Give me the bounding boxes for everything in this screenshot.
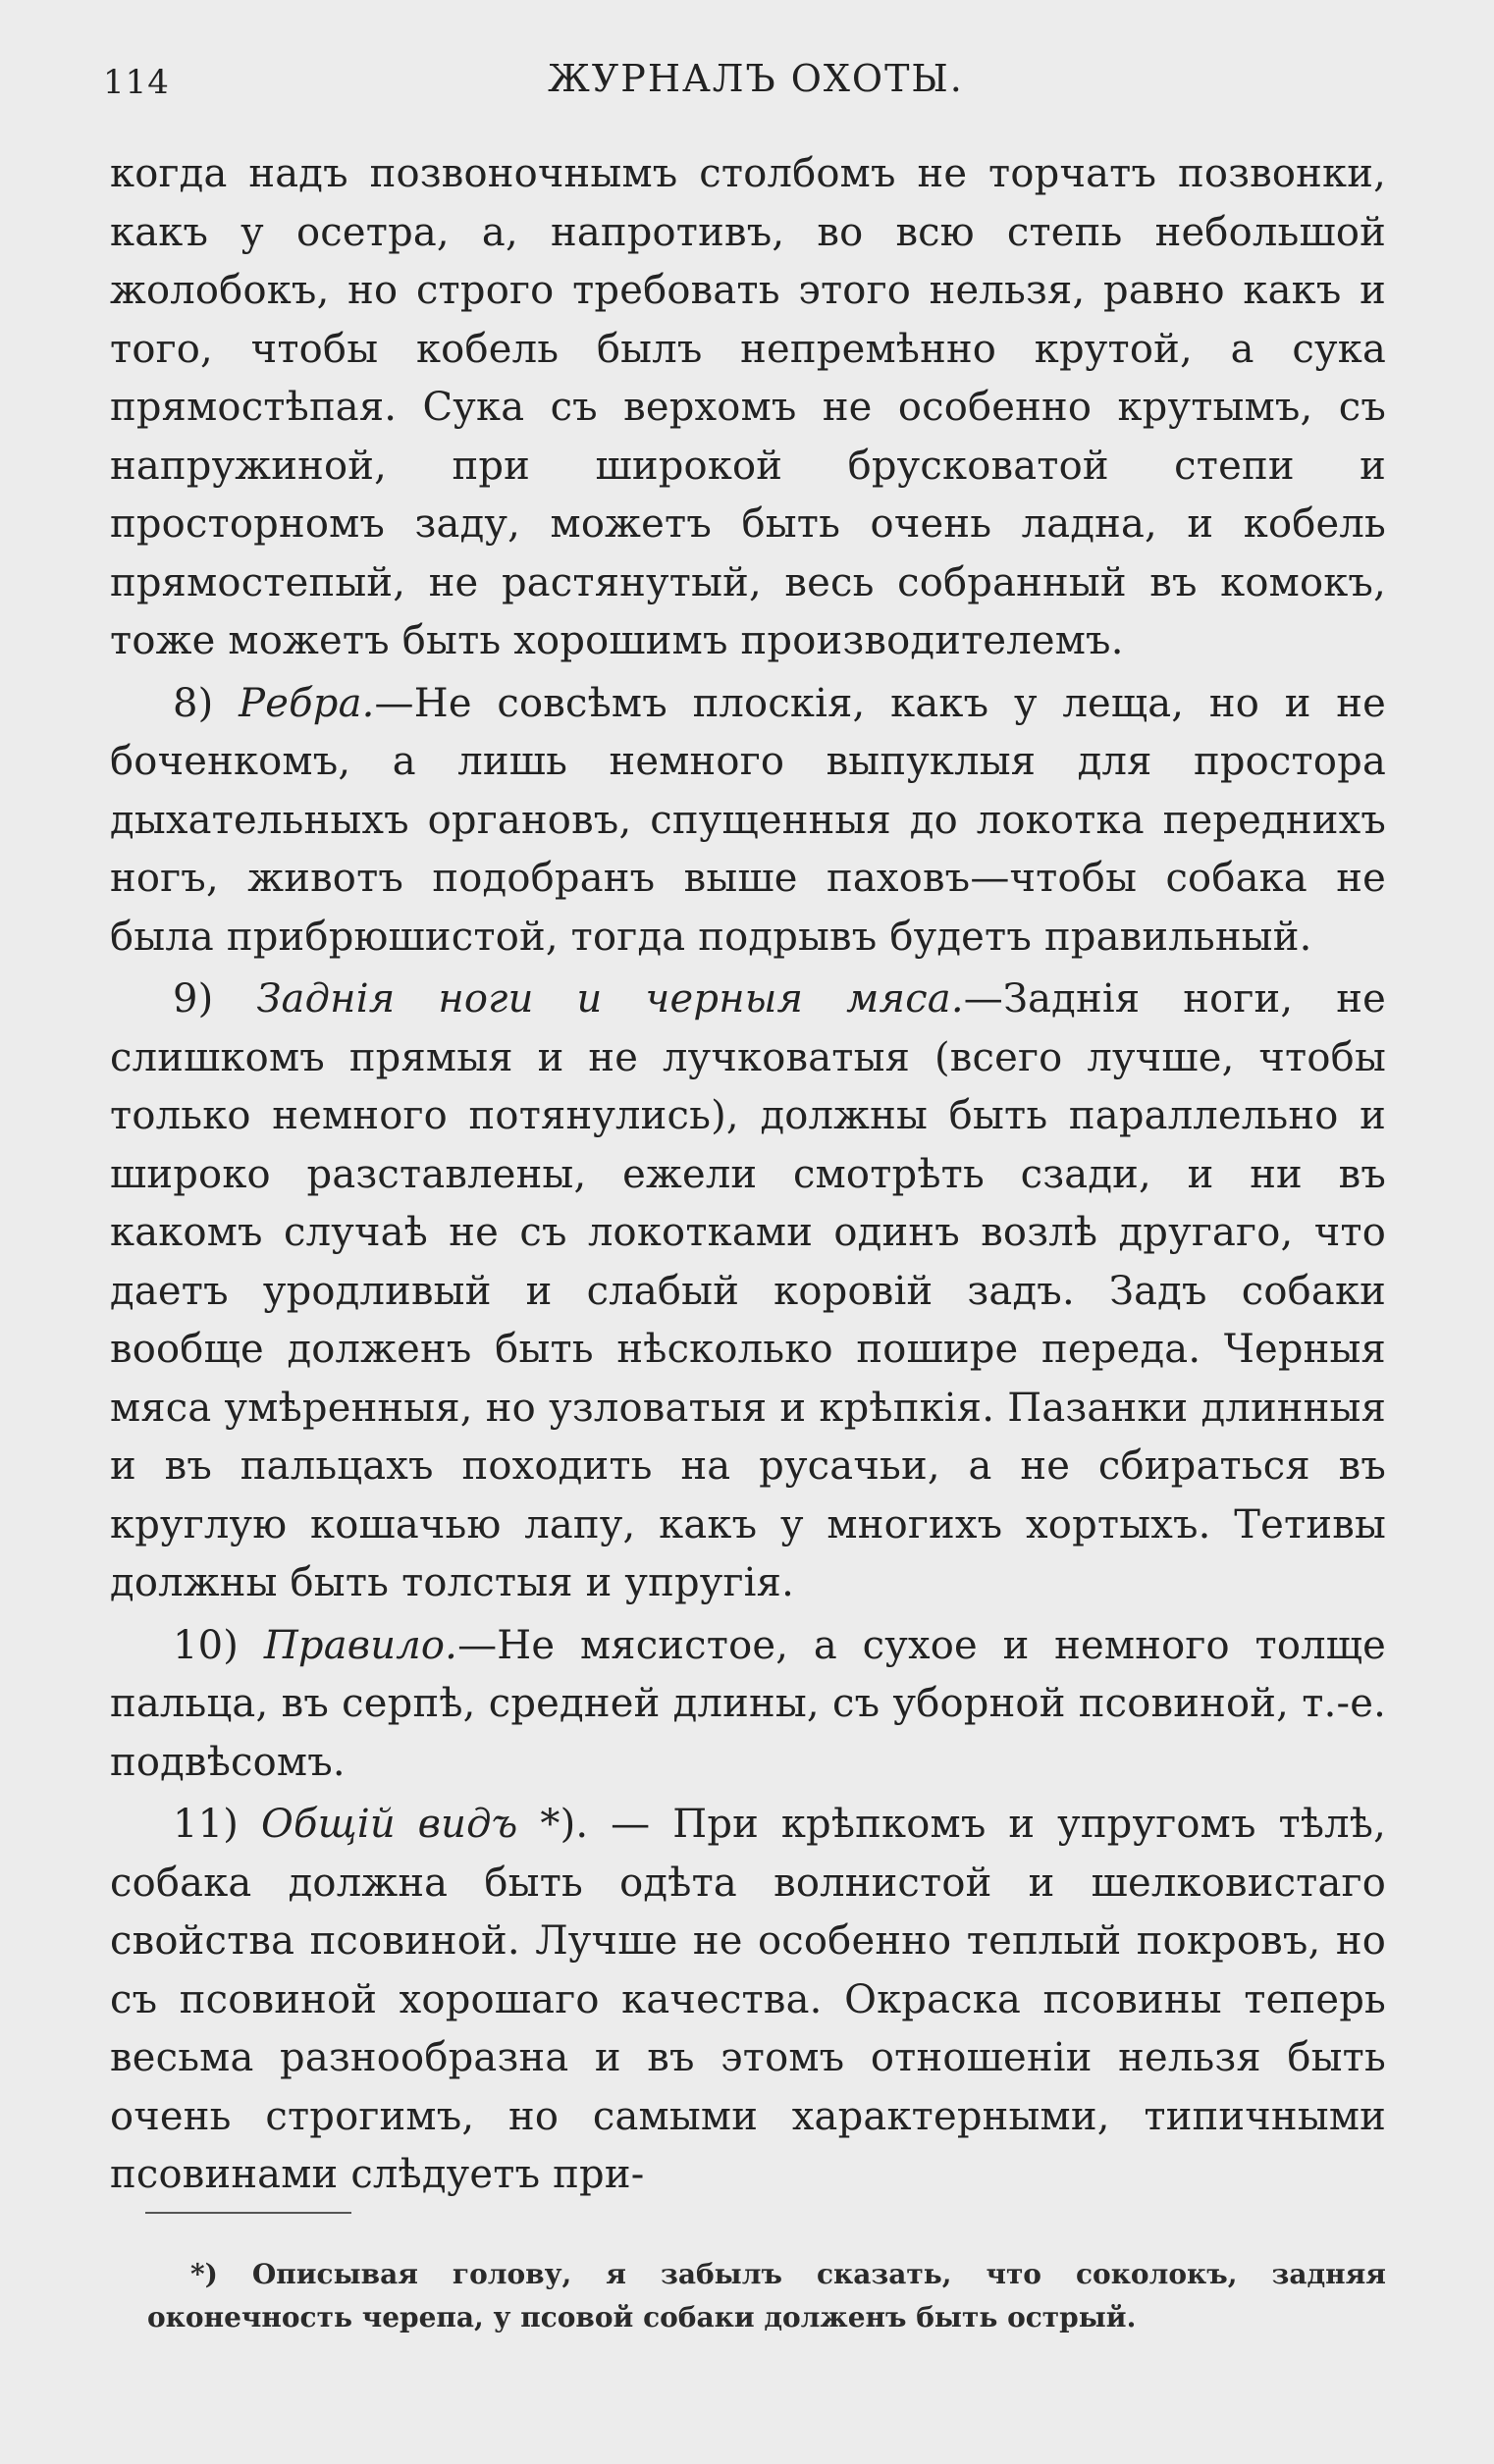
paragraph-general-view	[110, 1796, 1386, 2205]
footnote: *) Описывая голову, я забылъ сказать, что соколокъ, задняя оконечность черепа, у псовой собаки долженъ быть острый.	[147, 2258, 1386, 2333]
paragraph-intro: когда надъ позвоночнымъ столбомъ не торчатъ позвонки, какъ у осетра, а, напротивъ, во всю степь небольшой жолобокъ, но строго требовать этого нельзя, равно какъ и того, чтобы кобель былъ непремѣнно крутой, а сука прямостѣпая. Сука съ верхомъ не особенно крутымъ, съ напружиной, при широкой брусковатой степи и просторномъ заду, можетъ быть очень ладна, и кобель прямостепый, не растянутый, весь собранный въ комокъ, тоже можетъ быть хорошимъ производителемъ.	[110, 151, 1386, 663]
paragraph-text: —Не совсѣмъ плоскія, какъ у леща, но и не боченкомъ, а лишь немного выпуклыя для простора дыхательныхъ органовъ, спущенныя до локотка переднихъ ногъ, животъ подобранъ выше паховъ—чтобы собака не была прибрюшистой, тогда подрывъ будетъ правильный.	[110, 680, 1386, 960]
section-title-tail: Правило.	[263, 1622, 458, 1668]
paragraph-hind-legs	[110, 970, 1386, 1613]
journal-title: ЖУРНАЛЪ ОХОТЫ.	[548, 57, 964, 100]
page-number: 114	[103, 63, 170, 102]
paragraph-ribs	[110, 675, 1386, 968]
paragraph-text: —Не мясистое, а сухое и немного толще пальца, въ серпѣ, средней длины, съ уборной псовиной, т.-е. подвѣсомъ.	[110, 1622, 1386, 1785]
paragraph-text: *). — При крѣпкомъ и упругомъ тѣлѣ, собака должна быть одѣта волнистой и шелковистаго свойства псовиной. Лучше не особенно теплый покровъ, но съ псовиной хорошаго качества. Окраска псовины теперь весьма разнообразна и въ этомъ отношенiи нельзя быть очень строгимъ, но самыми характерными, типичными псовинами слѣдуетъ при-	[110, 1802, 1386, 2197]
paragraph-text: —Заднія ноги, не слишкомъ прямыя и не лучковатыя (всего лучше, чтобы только немного потянулись), должны быть параллельно и широко разставлены, ежели смотрѣть сзади, и ни въ какомъ случаѣ не съ локотками одинъ возлѣ другаго, что даетъ уродливый и слабый коровій задъ. Задъ собаки вообще долженъ быть нѣсколько пошире переда. Черныя мяса умѣренныя, но узловатыя и крѣпкія. Пазанки длинныя и въ пальцахъ походить на русачьи, а не сбираться въ круглую кошачью лапу, какъ у многихъ хортыхъ. Тетивы должны быть толстыя и упругія.	[110, 976, 1386, 1605]
running-head	[103, 57, 1409, 106]
section-title-general-view: Общій видъ	[260, 1802, 518, 1847]
paragraph-tail	[110, 1617, 1386, 1793]
paragraph-number: 10)	[173, 1622, 240, 1668]
footnote-divider	[145, 2212, 351, 2214]
section-title-hind-legs: Заднія ноги и черныя мяса.	[256, 976, 964, 1022]
paragraph-number: 9)	[173, 976, 214, 1022]
section-title-ribs: Ребра.	[239, 680, 375, 726]
body-text	[110, 145, 1386, 2209]
paragraph-number: 8)	[173, 680, 214, 726]
paragraph-number: 11)	[173, 1802, 240, 1847]
